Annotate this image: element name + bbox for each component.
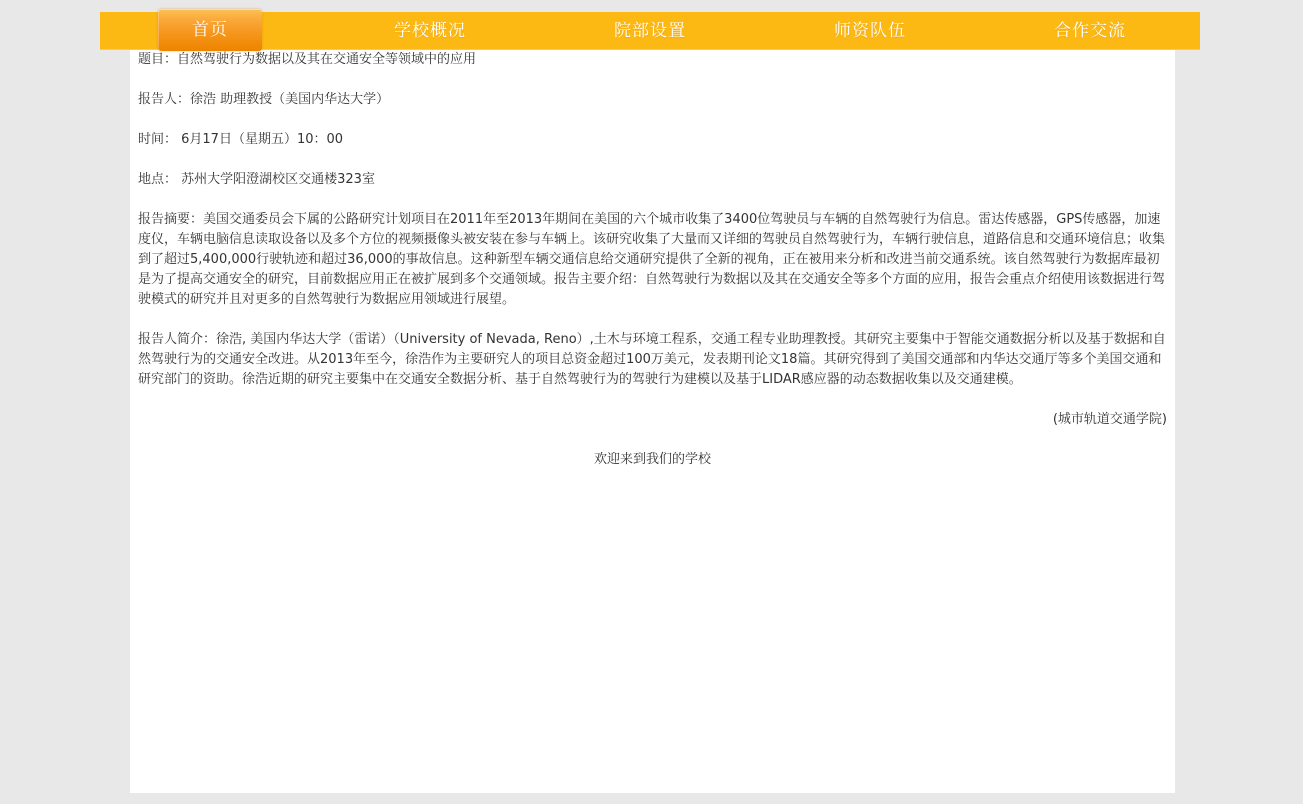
speaker-bio: 报告人简介：徐浩, 美国内华达大学（雷诺）（University of Nevada, Reno）,土木与环境工程系，交通工程专业助理教授。其研究主要集中于智能交通数据分析以及基于数据和自然驾驶行为的交通安全改进。从2013年至今，徐浩作为主要研究人的项目总资金超过100万美元，发表期刊论文18篇。其研究得到了美国交通部和内华达交通厅等多个美国交通和研究部门的资助。徐浩近期的研究主要集中在交通安全数据分析、基于自然驾驶行为的驾驶行为建模以及基于LIDAR感应器的动态数据收集以及交通建模。 — [138, 332, 1166, 387]
nav-item-cooperation-exchange-label: 合作交流 — [1054, 21, 1126, 41]
nav-item-faculty-team-label: 师资队伍 — [834, 21, 906, 41]
nav-item-school-overview[interactable] — [320, 12, 540, 50]
nav-item-department-setup[interactable] — [540, 12, 760, 50]
department-signature: (城市轨道交通学院) — [1052, 412, 1167, 427]
nav-item-home[interactable] — [100, 12, 320, 50]
nav-item-faculty-team[interactable] — [760, 12, 980, 50]
seminar-title: 题目：自然驾驶行为数据以及其在交通安全等领域中的应用 — [138, 52, 477, 67]
seminar-abstract: 报告摘要：美国交通委员会下属的公路研究计划项目在2011年至2013年期间在美国的六个城市收集了3400位驾驶员与车辆的自然驾驶行为信息。雷达传感器，GPS传感器，加速度仪，车辆电脑信息读取设备以及多个方位的视频摄像头被安装在参与车辆上。该研究收集了大量而又详细的驾驶员自然驾驶行为，车辆行驶信息，道路信息和交通环境信息；收集到了超过5,400,000行驶轨迹和超过36,000的事故信息。这种新型车辆交通信息给交通研究提供了全新的视角，正在被用来分析和改进当前交通系统。该自然驾驶行为数据库最初是为了提高交通安全的研究，目前数据应用正在被扩展到多个交通领域。报告主要介绍：自然驾驶行为数据以及其在交通安全等多个方面的应用，报告会重点介绍使用该数据进行驾驶模式的研究并且对更多的自然驾驶行为数据应用领域进行展望。 — [138, 212, 1166, 307]
seminar-location: 地点： 苏州大学阳澄湖校区交通楼323室 — [138, 172, 375, 187]
nav-item-cooperation-exchange[interactable] — [980, 12, 1200, 50]
seminar-speaker: 报告人：徐浩 助理教授（美国内华达大学） — [138, 92, 390, 107]
content-panel — [130, 50, 1175, 793]
nav-item-school-overview-label: 学校概况 — [394, 21, 466, 41]
main-navbar — [100, 12, 1200, 50]
nav-item-home-label: 首页 — [158, 9, 262, 51]
welcome-message: 欢迎来到我们的学校 — [593, 452, 711, 467]
nav-item-department-setup-label: 院部设置 — [614, 21, 686, 41]
seminar-time: 时间： 6月17日（星期五）10：00 — [138, 132, 344, 147]
